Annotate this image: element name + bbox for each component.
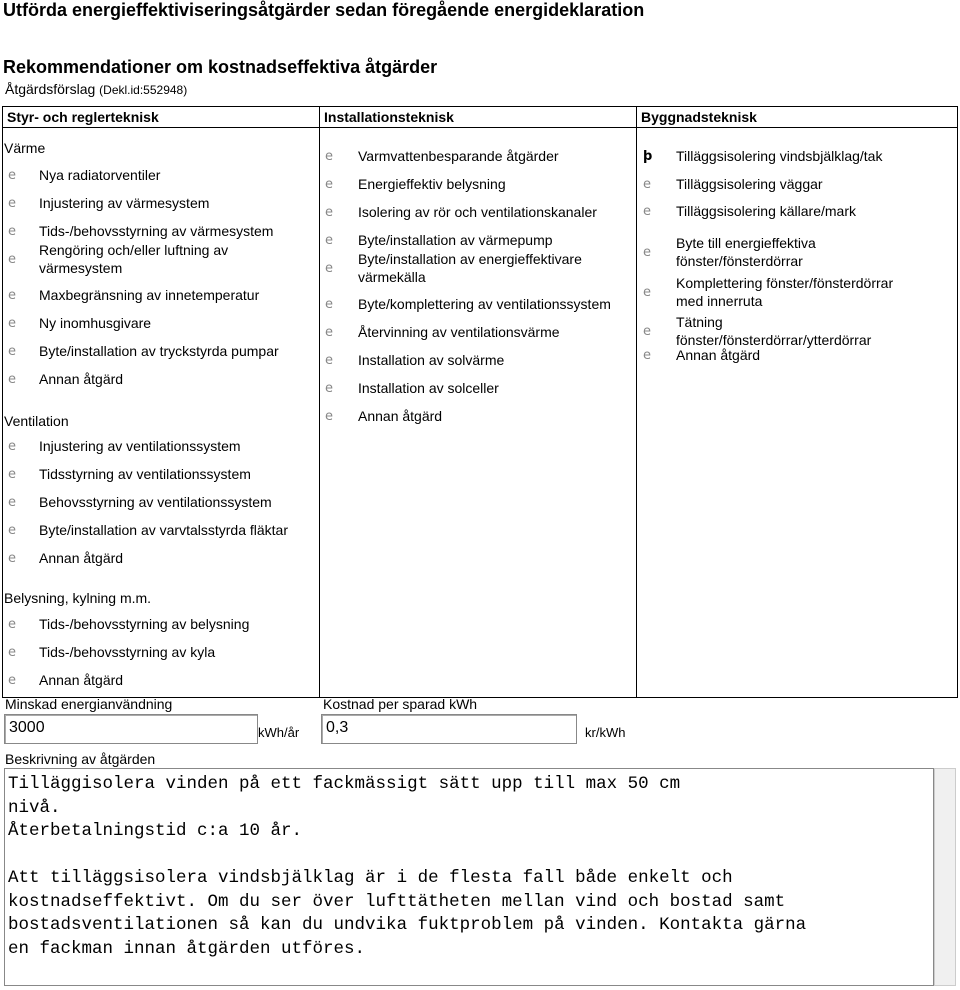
- measure-label: Maxbegränsning av innetemperatur: [39, 287, 260, 303]
- reduced-energy-label: Minskad energianvändning: [5, 696, 173, 712]
- measure-label: fönster/fönsterdörrar: [676, 253, 803, 269]
- column-divider: [319, 106, 320, 698]
- checkbox-icon[interactable]: e: [643, 204, 651, 219]
- checkbox-icon[interactable]: e: [325, 205, 333, 220]
- checkbox-icon[interactable]: e: [325, 381, 333, 396]
- checkbox-icon[interactable]: e: [325, 325, 333, 340]
- checkbox-icon[interactable]: e: [325, 233, 333, 248]
- measure-label: Varmvattenbesparande åtgärder: [358, 148, 559, 164]
- checkbox-icon[interactable]: e: [8, 439, 16, 454]
- proposal-label: Åtgärdsförslag: [5, 81, 96, 97]
- checkbox-icon[interactable]: e: [8, 316, 16, 331]
- checkbox-icon[interactable]: e: [643, 177, 651, 192]
- recommendations-heading: Rekommendationer om kostnadseffektiva åtgärder: [3, 57, 438, 77]
- checkbox-icon[interactable]: e: [8, 372, 16, 387]
- description-label: Beskrivning av åtgärden: [5, 751, 156, 767]
- checkbox-icon[interactable]: e: [325, 261, 333, 276]
- checkbox-icon[interactable]: e: [325, 409, 333, 424]
- measure-label: Tids-/behovsstyrning av kyla: [39, 644, 216, 660]
- section-title: Värme: [4, 140, 46, 156]
- measure-label: Byte/installation av energieffektivare: [358, 251, 582, 267]
- checkbox-icon[interactable]: e: [8, 467, 16, 482]
- checkbox-icon[interactable]: e: [325, 177, 333, 192]
- checkbox-icon[interactable]: e: [325, 353, 333, 368]
- measure-label: Annan åtgärd: [676, 347, 761, 363]
- column-header-bygg: Byggnadsteknisk: [636, 106, 958, 128]
- checkbox-icon[interactable]: e: [8, 673, 16, 688]
- measure-label: Annan åtgärd: [39, 672, 124, 688]
- measure-label: Injustering av ventilationssystem: [39, 438, 241, 454]
- measure-label: fönster/fönsterdörrar/ytterdörrar: [676, 332, 872, 348]
- description-textarea[interactable]: Tilläggisolera vinden på ett fackmässigt sätt upp till max 50 cm nivå. Återbetalningstid c:a 10 år. Att tilläggsisolera vindsbjälklag är i de flesta fall både enkelt och kostnadseffektivt. Om du ser över lufttätheten mellan vind och bostad samt bostadsventilationen så kan du undvika fuktproblem på vinden. Kontakta gärna en fackman innan åtgärden utföres.: [4, 768, 934, 986]
- measure-label: Tilläggsisolering väggar: [676, 176, 823, 192]
- cost-per-kwh-label: Kostnad per sparad kWh: [323, 696, 478, 712]
- column-header-install: Installationsteknisk: [319, 106, 637, 128]
- measure-label: Annan åtgärd: [39, 550, 124, 566]
- measure-label: Behovsstyrning av ventilationssystem: [39, 494, 272, 510]
- checkbox-icon[interactable]: e: [8, 168, 16, 183]
- reduced-energy-input[interactable]: 3000: [4, 714, 258, 744]
- measure-label: Nya radiatorventiler: [39, 167, 161, 183]
- cost-per-kwh-unit: kr/kWh: [585, 725, 626, 740]
- checkbox-checked-icon[interactable]: þ: [643, 149, 653, 164]
- measure-label: Tids-/behovsstyrning av belysning: [39, 616, 250, 632]
- measure-label: Annan åtgärd: [39, 371, 124, 387]
- checkbox-icon[interactable]: e: [8, 252, 16, 267]
- reduced-energy-unit: kWh/år: [258, 725, 300, 740]
- measure-label: Isolering av rör och ventilationskanaler: [358, 204, 597, 220]
- column-divider: [636, 106, 637, 698]
- checkbox-icon[interactable]: e: [643, 285, 651, 300]
- measure-label: Återvinning av ventilationsvärme: [358, 324, 560, 340]
- checkbox-icon[interactable]: e: [325, 297, 333, 312]
- measure-label: Komplettering fönster/fönsterdörrar: [676, 275, 894, 291]
- section-title: Ventilation: [4, 413, 69, 429]
- measure-label: Injustering av värmesystem: [39, 195, 210, 211]
- performed-heading: Utförda energieffektiviseringsåtgärder sedan föregående energideklaration: [3, 0, 645, 20]
- declaration-id: (Dekl.id:552948): [99, 83, 188, 97]
- measure-label: Energieffektiv belysning: [358, 176, 506, 192]
- checkbox-icon[interactable]: e: [8, 523, 16, 538]
- measure-label: värmesystem: [39, 260, 123, 276]
- checkbox-icon[interactable]: e: [8, 617, 16, 632]
- measure-label: med innerruta: [676, 293, 763, 309]
- measure-label: Tids-/behovsstyrning av värmesystem: [39, 223, 274, 239]
- checkbox-icon[interactable]: e: [643, 245, 651, 260]
- measure-label: Byte till energieffektiva: [676, 235, 816, 251]
- proposal-subtitle: [5, 81, 187, 97]
- description-scrollbar[interactable]: [934, 768, 956, 986]
- measure-label: Rengöring och/eller luftning av: [39, 242, 229, 258]
- measure-label: Tätning: [676, 314, 723, 330]
- checkbox-icon[interactable]: e: [643, 348, 651, 363]
- measure-label: Tilläggsisolering källare/mark: [676, 203, 856, 219]
- measure-label: Annan åtgärd: [358, 408, 443, 424]
- checkbox-icon[interactable]: e: [643, 324, 651, 339]
- checkbox-icon[interactable]: e: [8, 551, 16, 566]
- checkbox-icon[interactable]: e: [8, 224, 16, 239]
- checkbox-icon[interactable]: e: [8, 344, 16, 359]
- measure-label: värmekälla: [358, 269, 426, 285]
- checkbox-icon[interactable]: e: [8, 196, 16, 211]
- checkbox-icon[interactable]: e: [8, 645, 16, 660]
- cost-per-kwh-input[interactable]: 0,3: [321, 714, 577, 744]
- checkbox-icon[interactable]: e: [8, 288, 16, 303]
- measure-label: Tidsstyrning av ventilationssystem: [39, 466, 251, 482]
- measure-label: Tilläggsisolering vindsbjälklag/tak: [676, 148, 883, 164]
- measure-label: Installation av solceller: [358, 380, 499, 396]
- section-title: Belysning, kylning m.m.: [4, 590, 152, 606]
- checkbox-icon[interactable]: e: [325, 149, 333, 164]
- measure-label: Ny inomhusgivare: [39, 315, 152, 331]
- checkbox-icon[interactable]: e: [8, 495, 16, 510]
- measure-label: Installation av solvärme: [358, 352, 505, 368]
- column-header-styr: Styr- och reglerteknisk: [2, 106, 320, 128]
- measure-label: Byte/installation av tryckstyrda pumpar: [39, 343, 279, 359]
- measure-label: Byte/komplettering av ventilationssystem: [358, 296, 611, 312]
- measure-label: Byte/installation av varvtalsstyrda fläktar: [39, 522, 288, 538]
- measure-label: Byte/installation av värmepump: [358, 232, 553, 248]
